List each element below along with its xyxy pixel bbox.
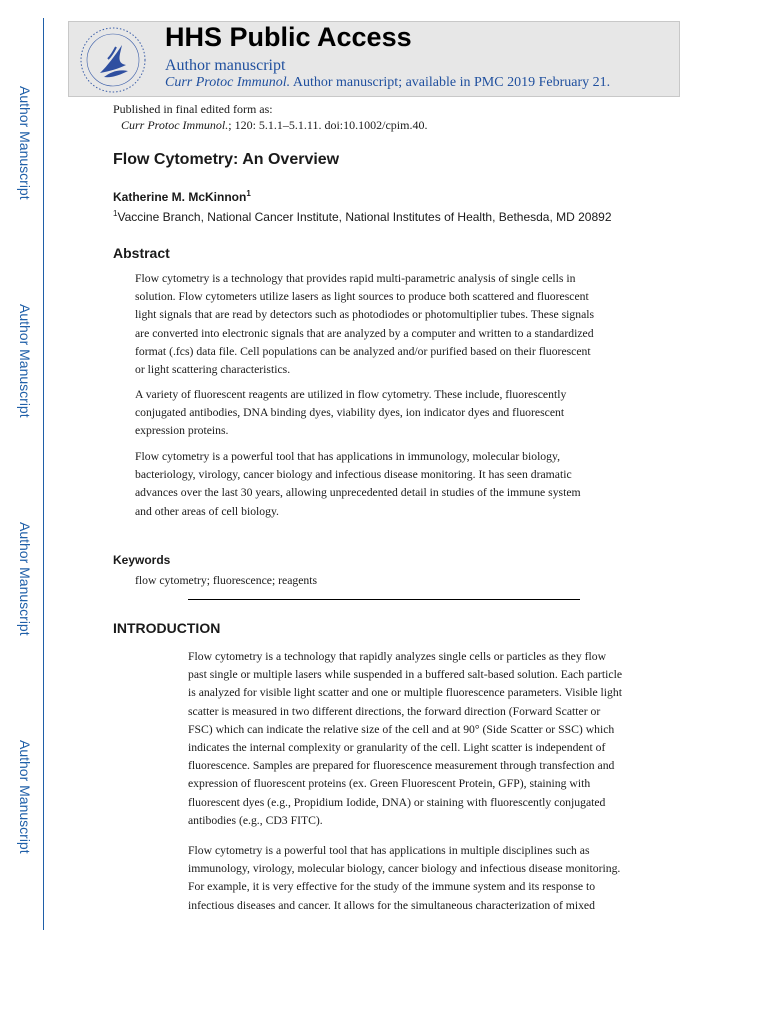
text-line: FSC) which can indicate the relative size of the cell and at 90° (Side Scatter or SSC) which (188, 722, 615, 736)
text-line: antibodies (e.g., CD3 FITC). (188, 813, 323, 827)
text-line: and other areas of cell biology. (135, 504, 279, 518)
abstract-heading: Abstract (113, 245, 170, 261)
published-label: Published in final edited form as: (113, 102, 273, 116)
header-title: HHS Public Access (165, 22, 412, 52)
introduction-heading: INTRODUCTION (113, 620, 221, 636)
text-line: For example, it is very effective for the study of the immune system and its response to (188, 880, 596, 894)
text-line: past single or multiple lasers while suspended in a buffered salt-based solution. Each particle (188, 668, 623, 682)
text-line: or light scattering characteristics. (135, 363, 291, 377)
text-line: are converted into electronic signals that are analyzed by a computer and written to a standardized (135, 326, 594, 340)
header-subtitle: Author manuscript (165, 57, 286, 74)
text-line: Flow cytometry is a technology that rapidly analyzes single cells or particles as they flow (188, 650, 607, 663)
text-line: fluorescence. Samples are prepared for fluorescence measurement through transfection and (188, 759, 615, 773)
published-info (113, 101, 427, 133)
text-line: bacteriology, virology, cancer biology and infectious disease monitoring. It has seen dramatic (135, 468, 572, 482)
text-line: A variety of fluorescent reagents are utilized in flow cytometry. These include, fluorescently (135, 388, 567, 401)
article-title: Flow Cytometry: An Overview (113, 151, 340, 168)
text-line: infectious diseases and cancer. It allows for the simultaneous characterization of mixed (188, 898, 595, 912)
keywords-heading: Keywords (113, 553, 171, 567)
text-line: fluorescent dyes (e.g., Propidium Iodide, DNA) or staining with fluorescently conjugated (188, 795, 606, 809)
text-line: light signals that are read by detectors such as photodiodes or photomultiplier tubes. These signals (135, 308, 595, 322)
introduction-paragraph (188, 842, 663, 915)
hhs-seal-logo (78, 25, 148, 95)
text-line: is analyzed for visible light scatter and one or multiple fluorescence parameters. Visible light (188, 686, 622, 700)
author-name: Katherine M. McKinnon$^1$ (113, 189, 251, 204)
author-affiliation: $^1$Vaccine Branch, National Cancer Institute, National Institutes of Health, Bethesda, MD 20892 (113, 209, 612, 224)
section-divider (188, 599, 580, 600)
text-line: scatter is measured in two different directions, the forward direction (Forward Scatter or (188, 704, 601, 718)
abstract-paragraph (135, 448, 640, 521)
text-line: solution. Flow cytometers utilize lasers as light sources to produce both scattered and fluorescent (135, 290, 589, 304)
text-line: Flow cytometry is a powerful tool that has applications in multiple disciplines such as (188, 844, 590, 857)
text-line: expression proteins. (135, 424, 229, 438)
header-citation: Curr Protoc Immunol. Author manuscript; available in PMC 2019 February 21. (165, 75, 611, 90)
text-line: immunology, virology, molecular biology, cancer biology and infectious disease monitoring. (188, 862, 621, 876)
abstract-paragraph (135, 270, 640, 379)
abstract-paragraph (135, 386, 640, 441)
text-line: conjugated antibodies, DNA binding dyes, viability dyes, ion indicator dyes and fluorescent (135, 406, 565, 420)
published-citation: Curr Protoc Immunol.; 120: 5.1.1–5.1.11. doi:10.1002/cpim.40. (121, 118, 428, 132)
text-line: advances over the last 30 years, allowing unprecedented detail in studies of the immune system (135, 486, 581, 500)
text-line: Flow cytometry is a technology that provides rapid multi-parametric analysis of single cells in (135, 272, 576, 285)
text-line: indicates the internal complexity or granularity of the cell. Light scatter is independent of (188, 741, 606, 755)
keywords-list: flow cytometry; fluorescence; reagents (135, 574, 318, 587)
text-line: Flow cytometry is a powerful tool that has applications in immunology, molecular biology, (135, 450, 561, 463)
side-rail (43, 18, 44, 930)
text-line: format (.fcs) data file. Cell populations can be analyzed and/or purified based on their fluorescent (135, 344, 591, 358)
text-line: expression of fluorescent proteins (ex. Green Fluorescent Protein, GFP), staining with (188, 777, 591, 791)
introduction-paragraph (188, 648, 663, 830)
